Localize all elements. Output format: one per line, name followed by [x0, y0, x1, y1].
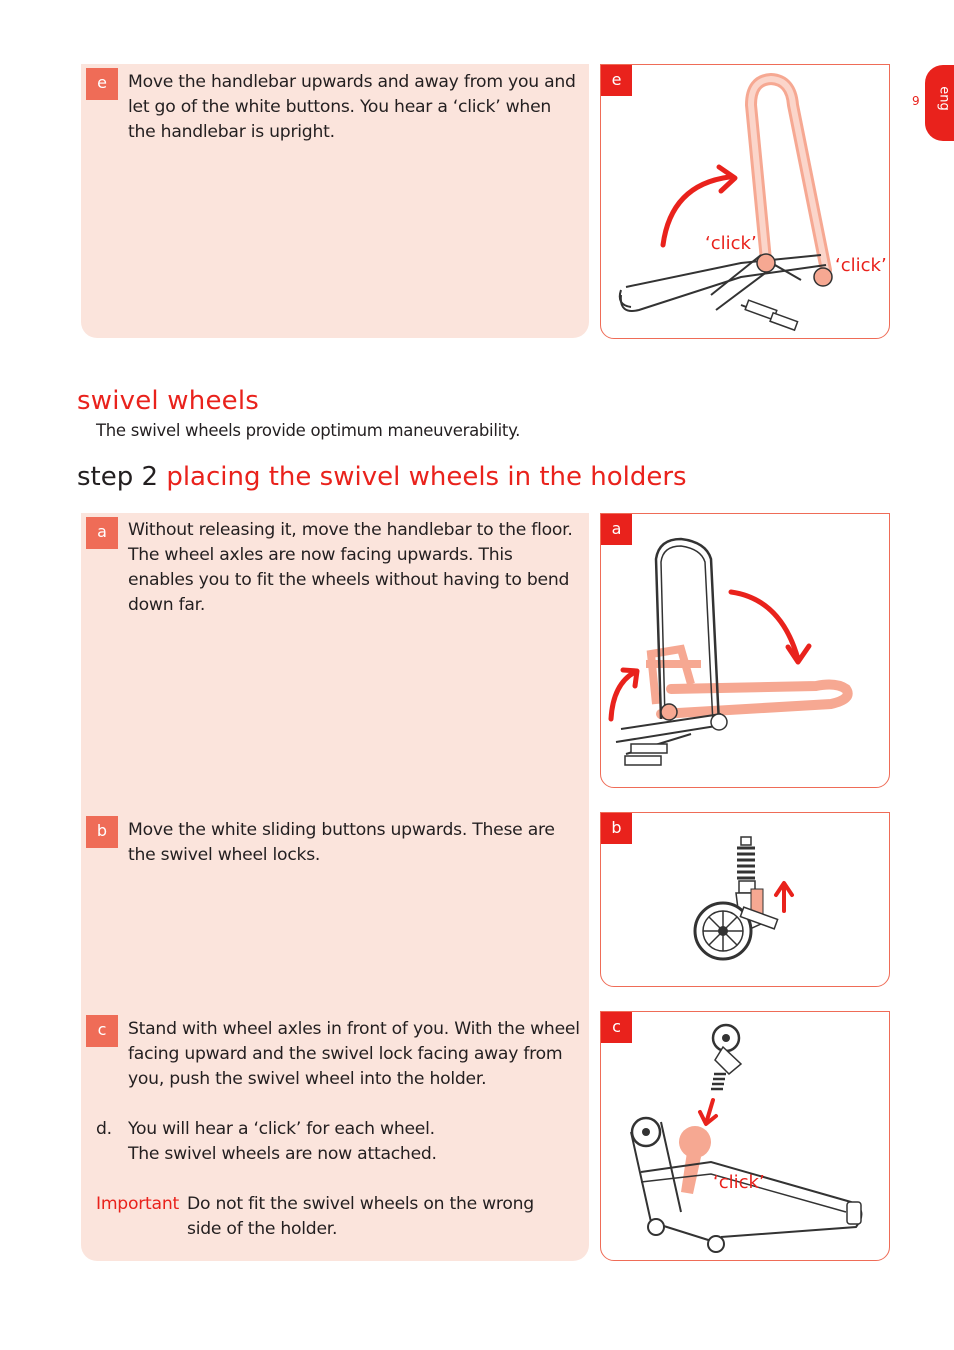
- step-e-text: Move the handlebar upwards and away from you and let go of the white buttons. You hear a ‘click’ when the handlebar is upright.: [128, 72, 576, 142]
- step-e-image-letter: e: [601, 65, 632, 96]
- important-label: Important: [96, 1194, 179, 1214]
- step-b-letter: b: [86, 816, 118, 848]
- language-tab: [925, 65, 954, 141]
- handlebar-upright-illustration: [601, 65, 889, 338]
- step2-title: placing the swivel wheels in the holders: [166, 462, 687, 492]
- step-a-text: Without releasing it, move the handlebar to the floor. The wheel axles are now facing upwards. This enables you to fit the wheels without having to bend down far.: [128, 520, 573, 615]
- step-d-label: d.: [96, 1119, 112, 1139]
- step-b-image-letter: b: [601, 813, 632, 844]
- section-title: swivel wheels: [77, 386, 260, 416]
- step-e-image: [600, 64, 890, 339]
- step2-prefix: step 2: [77, 462, 159, 492]
- step-c-letter: c: [86, 1015, 118, 1047]
- step-b-image: [600, 812, 890, 987]
- step-c-image-letter: c: [601, 1012, 632, 1043]
- step-e-letter: e: [86, 68, 118, 100]
- step-d-line1: You will hear a ‘click’ for each wheel.: [128, 1119, 435, 1139]
- handlebar-to-floor-illustration: [601, 514, 889, 787]
- language-label: eng: [936, 86, 952, 111]
- step-c-image: [600, 1011, 890, 1261]
- step-a-letter: a: [86, 517, 118, 549]
- important-text: Do not fit the swivel wheels on the wrong side of the holder.: [187, 1194, 534, 1239]
- swivel-wheel-lock-illustration: [601, 813, 889, 986]
- step-d-line2: The swivel wheels are now attached.: [128, 1144, 437, 1164]
- section-intro: The swivel wheels provide optimum maneuverability.: [96, 421, 521, 440]
- step-a-image: [600, 513, 890, 788]
- step-a-image-letter: a: [601, 514, 632, 545]
- step2-heading: [77, 462, 687, 492]
- step-c-text: Stand with wheel axles in front of you. With the wheel facing upward and the swivel lock facing away from you, push the swivel wheel into the holder.: [128, 1019, 580, 1089]
- page-number: 9: [912, 94, 920, 108]
- click-label-c: ‘click’: [713, 1172, 765, 1193]
- insert-swivel-wheel-illustration: [601, 1012, 889, 1260]
- step-b-text: Move the white sliding buttons upwards. These are the swivel wheel locks.: [128, 820, 555, 865]
- click-label-left: ‘click’: [705, 233, 757, 254]
- click-label-right: ‘click’: [835, 255, 887, 276]
